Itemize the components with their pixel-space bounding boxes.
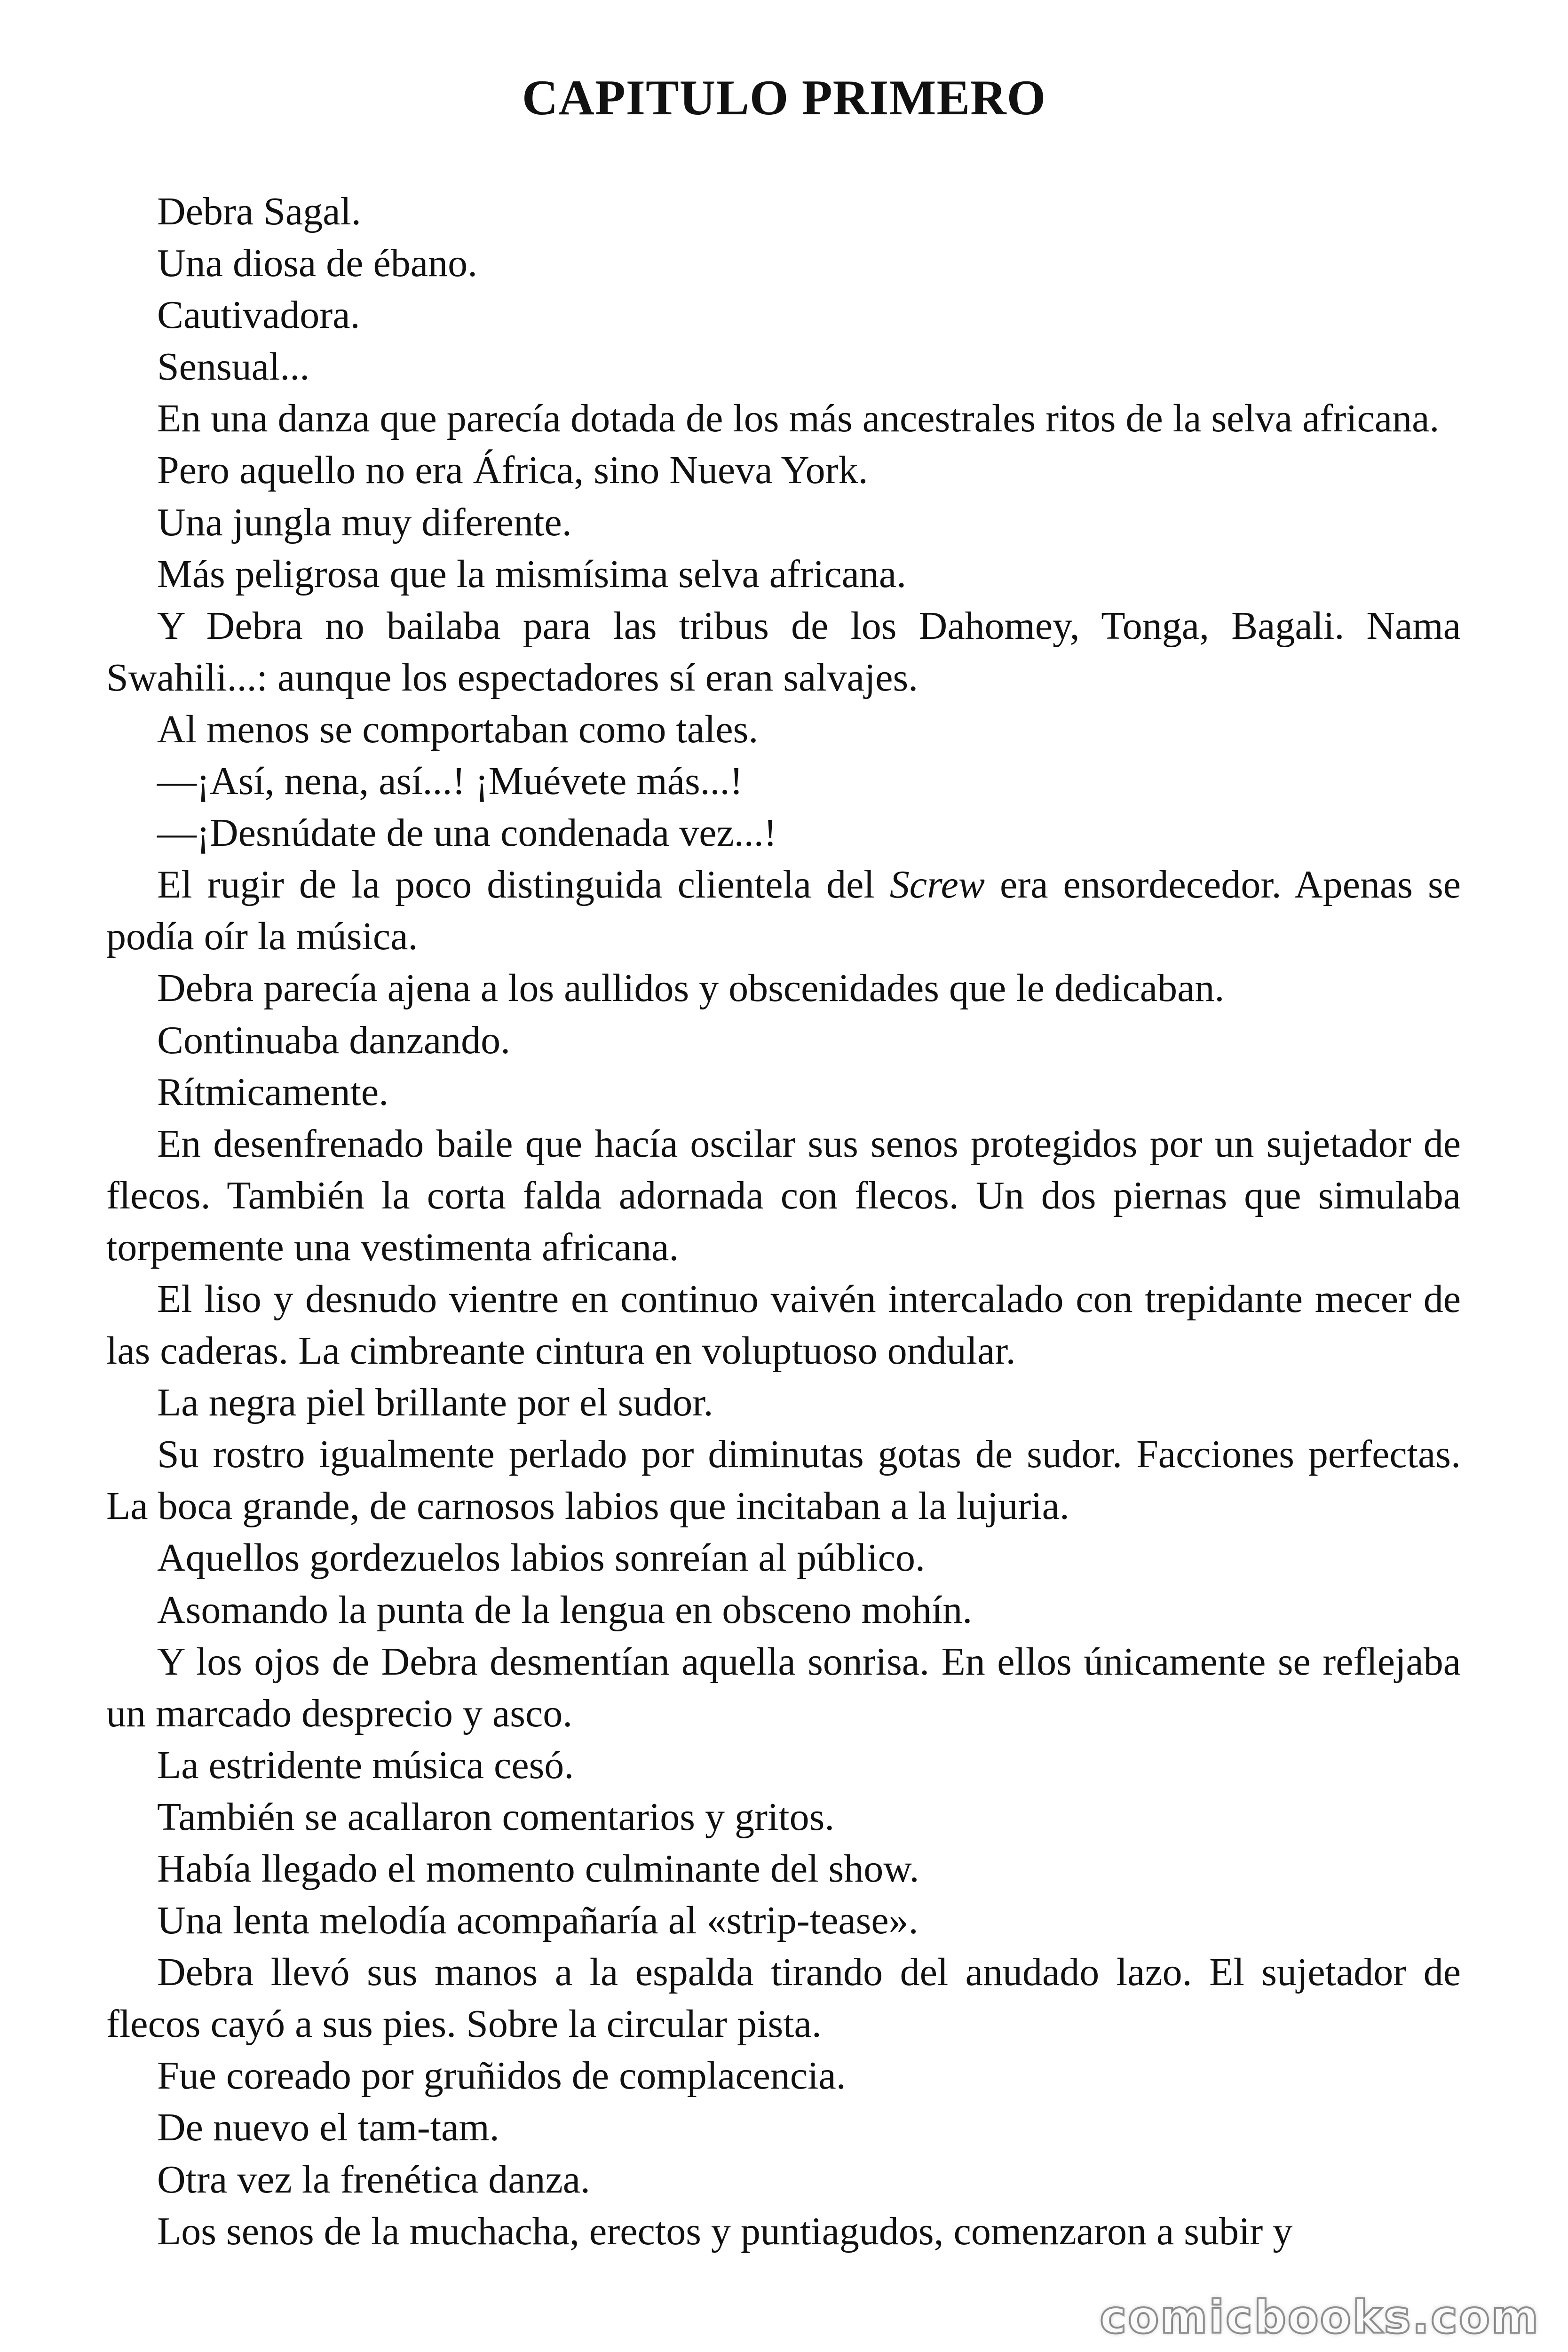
paragraph: La estridente música cesó.: [157, 1743, 574, 1787]
paragraph: Fue coreado por gruñidos de complacencia.: [157, 2054, 846, 2098]
paragraph: Debra parecía ajena a los aullidos y obscenidades que le dedicaban.: [157, 966, 1225, 1010]
paragraph: Una jungla muy diferente.: [157, 500, 572, 544]
club-name-italic: Screw: [889, 863, 985, 907]
paragraph: Cautivadora.: [157, 293, 360, 337]
paragraph: De nuevo el tam-tam.: [157, 2106, 499, 2150]
paragraph: Y los ojos de Debra desmentían aquella sonrisa. En ellos únicamente se reflejaba un marcado desprecio y asco.: [106, 1639, 1461, 1735]
paragraph: Aquellos gordezuelos labios sonreían al público.: [157, 1536, 925, 1580]
paragraph: Los senos de la muchacha, erectos y puntiagudos, comenzaron a subir y: [157, 2209, 1293, 2253]
paragraph: La negra piel brillante por el sudor.: [157, 1381, 713, 1425]
paragraph: —¡Así, nena, así...! ¡Muévete más...!: [157, 759, 743, 803]
paragraph: Asomando la punta de la lengua en obsceno mohín.: [157, 1588, 973, 1632]
paragraph: Rítmicamente.: [157, 1070, 389, 1114]
paragraph: Más peligrosa que la mismísima selva africana.: [157, 552, 907, 596]
paragraph: Al menos se comportaban como tales.: [157, 707, 759, 751]
paragraph: El liso y desnudo vientre en continuo vaivén intercalado con trepidante mecer de las caderas. La cimbreante cintura en voluptuoso ondular.: [106, 1277, 1461, 1373]
paragraph-text: El rugir de la poco distinguida clientela del: [157, 863, 890, 907]
paragraph-text: era ensordecedor. Apenas se podía oír la música.: [106, 863, 1461, 959]
paragraph: Su rostro igualmente perlado por diminutas gotas de sudor. Facciones perfectas. La boca grande, de carnosos labios que incitaban a la lujuria.: [106, 1432, 1461, 1528]
paragraph: En desenfrenado baile que hacía oscilar sus senos protegidos por un sujetador de flecos. También la corta falda adornada con flecos. Un dos piernas que simulaba torpemente una vestimenta africana.: [106, 1121, 1461, 1269]
paragraph: Y Debra no bailaba para las tribus de los Dahomey, Tonga, Bagali. Nama Swahili...: aunque los espectadores sí eran salvajes.: [106, 604, 1461, 699]
paragraph: —¡Desnúdate de una condenada vez...!: [157, 811, 777, 855]
paragraph: Otra vez la frenética danza.: [157, 2157, 591, 2201]
paragraph: [106, 859, 1461, 962]
paragraph: Debra llevó sus manos a la espalda tirando del anudado lazo. El sujetador de flecos cayó a sus pies. Sobre la circular pista.: [106, 1950, 1461, 2046]
paragraph: Una lenta melodía acompañaría al «strip-tease».: [157, 1899, 919, 1943]
paragraph: Pero aquello no era África, sino Nueva York.: [157, 448, 868, 493]
paragraph: Sensual...: [157, 345, 310, 389]
chapter-title: CAPITULO PRIMERO: [522, 70, 1046, 125]
body-text: [106, 186, 1461, 2257]
paragraph: Había llegado el momento culminante del show.: [157, 1847, 919, 1891]
paragraph: Una diosa de ébano.: [157, 241, 478, 286]
watermark-logo: comicbooks.com: [1100, 2291, 1540, 2344]
paragraph: También se acallaron comentarios y gritos.: [157, 1795, 835, 1839]
paragraph: En una danza que parecía dotada de los más ancestrales ritos de la selva africana.: [157, 397, 1440, 441]
paragraph: Continuaba danzando.: [157, 1018, 511, 1062]
paragraph: Debra Sagal.: [157, 190, 361, 233]
